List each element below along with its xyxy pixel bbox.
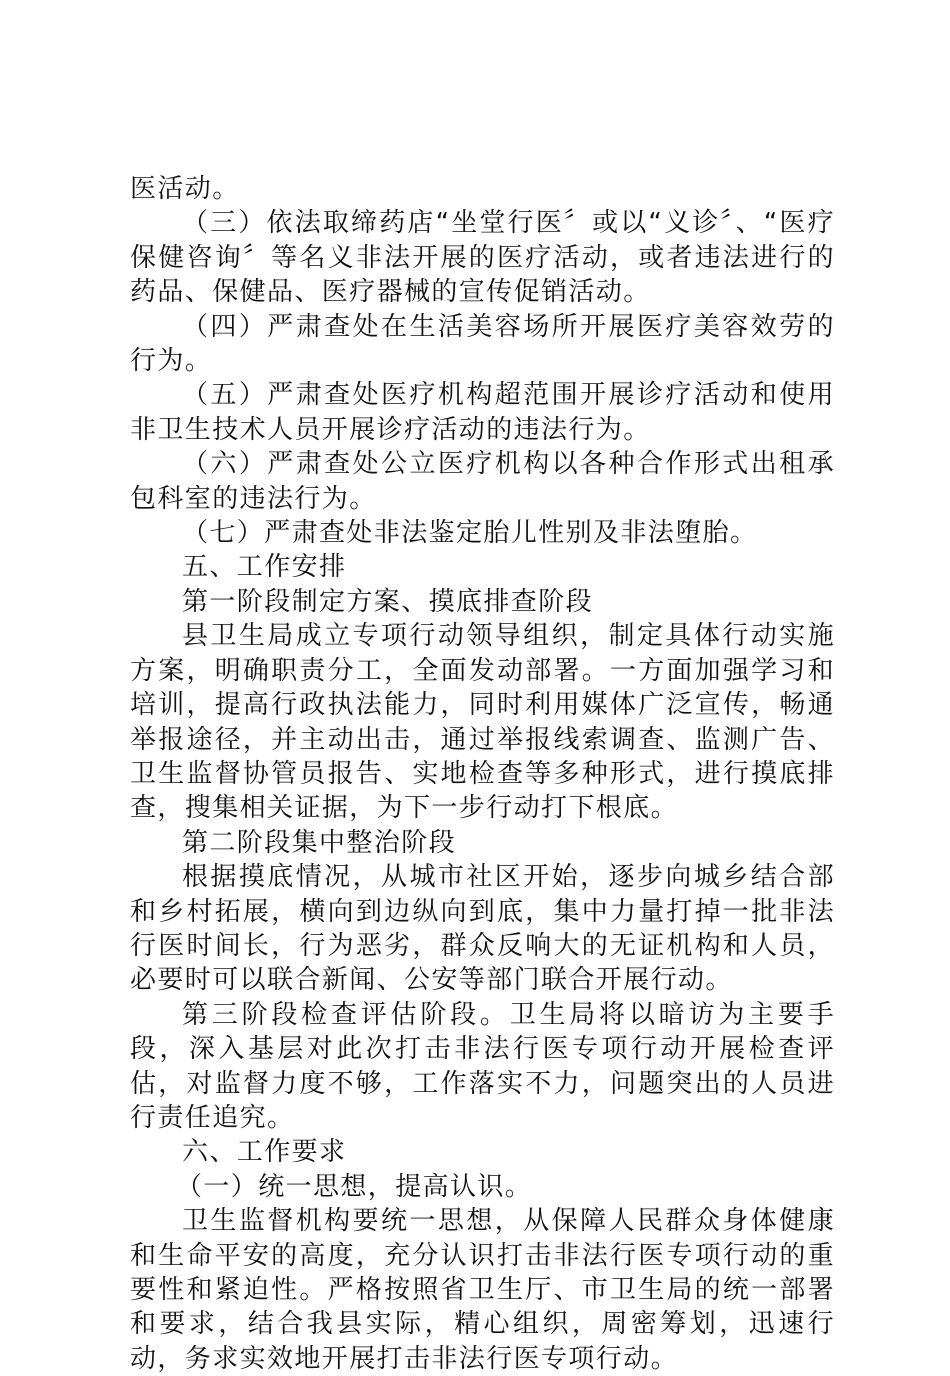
paragraph-item-5: （五）严肃查处医疗机构超范围开展诊疗活动和使用非卫生技术人员开展诊疗活动的违法行为。 [130,380,835,445]
section-heading-work-arrangement: 五、工作安排 [182,552,347,583]
paragraph-continuation: 医活动。 [130,174,240,204]
document-body [130,172,835,1376]
paragraph-item-3: （三）依法取缔药店“坐堂行医〞或以“义诊〞、“医疗保健咨询〞等名义非法开展的医疗活动，或者违法进行的药品、保健品、医疗器械的宣传促销活动。 [130,208,835,308]
paragraph-item-4: （四）严肃查处在生活美容场所开展医疗美容效劳的行为。 [130,311,835,377]
requirement-item-1-heading: （一）统一思想，提高认识。 [176,1171,533,1202]
section-heading-work-requirements: 六、工作要求 [182,1137,347,1168]
stage-two-body: 根据摸底情况，从城市社区开始，逐步向城乡结合部和乡村拓展，横向到边纵向到底，集中力量打掉一批非法行医时间长，行为恶劣，群众反响大的无证机构和人员，必要时可以联合新闻、公安等部门联合开展行动。 [130,862,835,996]
paragraph-item-7: （七）严肃查处非法鉴定胎儿性别及非法堕胎。 [182,518,758,549]
stage-one-body: 县卫生局成立专项行动领导组织，制定具体行动实施方案，明确职责分工，全面发动部署。一方面加强学习和培训，提高行政执法能力，同时利用媒体广泛宣传，畅通举报途径，并主动出击，通过举报线索调查、监测广告、卫生监督协管员报告、实地检查等多种形式，进行摸底排查，搜集相关证据，为下一步行动打下根底。 [130,621,835,824]
stage-two-heading: 第二阶段集中整治阶段 [182,827,457,858]
paragraph-item-6: （六）严肃查处公立医疗机构以各种合作形式出租承包科室的违法行为。 [130,449,835,514]
requirement-item-1-body: 卫生监督机构要统一思想，从保障人民群众身体健康和生命平安的高度，充分认识打击非法行医专项行动的重要性和紧迫性。严格按照省卫生厅、市卫生局的统一部署和要求，结合我县实际，精心组织，周密筹划，迅速行动，务求实效地开展打击非法行医专项行动。 [130,1206,835,1374]
stage-one-heading: 第一阶段制定方案、摸底排查阶段 [182,586,594,617]
stage-three-body: 第三阶段检查评估阶段。卫生局将以暗访为主要手段，深入基层对此次打击非法行医专项行动开展检查评估，对监督力度不够，工作落实不力，问题突出的人员进行责任追究。 [130,999,835,1133]
